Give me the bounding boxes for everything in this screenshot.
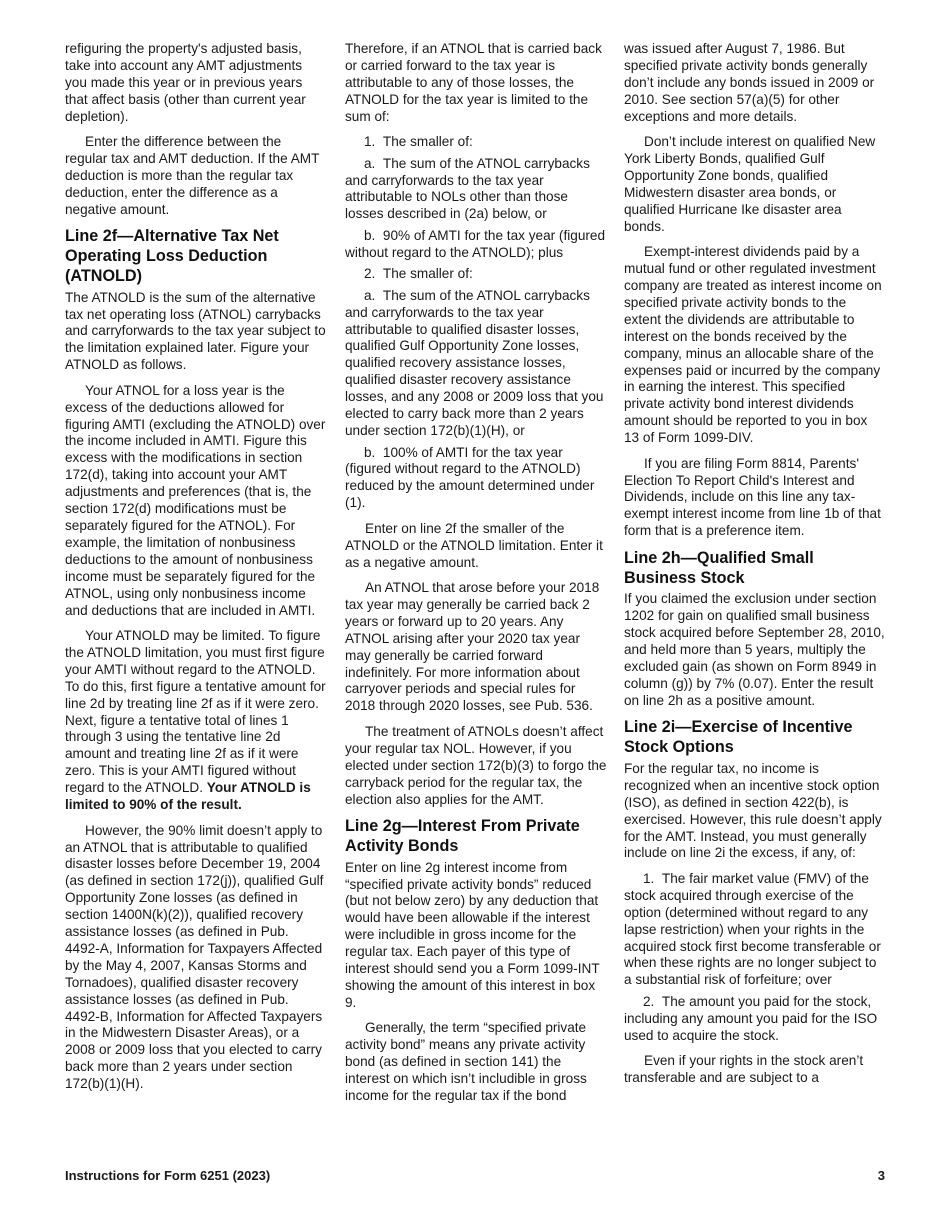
paragraph: Generally, the term “specified private activity bond” means any private activity bond (as defined in section 141) the interest on which isn’t includible in gross income for the regular tax if the bond xyxy=(345,1020,587,1103)
bold-emphasis: Your ATNOLD is limited to 90% of the result. xyxy=(65,780,311,813)
paragraph xyxy=(65,628,327,814)
column-3 xyxy=(624,41,886,1096)
paragraph: The ATNOLD is the sum of the alternative tax net operating loss (ATNOL) carrybacks and carryforwards to the tax year subject to the limitation explained later. Figure your ATNOLD as follows. xyxy=(65,289,326,373)
section-heading-line-2h: Line 2h—Qualified Small Business Stock xyxy=(624,548,814,587)
list-item: 1. The fair market value (FMV) of the stock acquired through exercise of the option (determined without regard to any lapse restriction) when your rights in the acquired stock first become transferable or when these rights are no longer subject to a substantial risk of forfeiture; over xyxy=(624,870,881,988)
paragraph: An ATNOL that arose before your 2018 tax year may generally be carried back 2 years or forward up to 20 years. Any ATNOL arising after your 2020 tax year may generally be carried forward indefinitely. For more information about carryover periods and special rules for 2018 through 2020 losses, see Pub. 536. xyxy=(345,580,600,714)
paragraph: If you are filing Form 8814, Parents' Election To Report Child's Interest and Dividends, include on this line any tax-exempt interest income from line 1b of that form that is a preference item. xyxy=(624,455,881,539)
paragraph: If you claimed the exclusion under section 1202 for gain on qualified small business stock acquired before September 28, 2010, and held more than 5 years, multiply the excluded gain (as shown on Form 8949 in column (g)) by 7% (0.07). Enter the result on line 2h as a positive amount. xyxy=(624,591,885,708)
list-item: a. The sum of the ATNOL carrybacks and carryforwards to the tax year attributable to NOLs other than those losses described in (2a) below, or xyxy=(345,155,590,222)
column-1 xyxy=(65,41,327,1102)
section-heading-line-2g: Line 2g—Interest From Private Activity Bonds xyxy=(345,817,580,855)
paragraph: Don’t include interest on qualified New York Liberty Bonds, qualified Gulf Opportunity Zone bonds, qualified Midwestern disaster area bonds, or qualified Hurricane Ike disaster area bonds. xyxy=(624,134,876,234)
section-heading-line-2i: Line 2i—Exercise of Incentive Stock Options xyxy=(624,718,853,757)
column-2 xyxy=(345,41,607,1113)
list-item: a. The sum of the ATNOL carrybacks and carryforwards to the tax year attributable to qualified disaster losses, qualified Gulf Opportunity Zone losses, qualified recovery assistance losses, qualified disaster recovery assistance losses, and any 2008 or 2009 loss that you elected to carry back more than 2 years under section 172(b)(1)(H), or xyxy=(345,287,604,438)
paragraph: However, the 90% limit doesn’t apply to an ATNOL that is attributable to qualified disaster losses before December 19, 2004 (as defined in section 172(j)), qualified Gulf Opportunity Zone losses (as defined in section 1400N(k)(2)), qualified recovery assistance losses (as defined in Pub. 4492-A, Information for Taxpayers Affected by the May 4, 2007, Kansas Storms and Tornadoes), qualified disaster recovery assistance losses (as defined in Pub. 4492-B, Information for Affected Taxpayers in the Midwestern Disaster Areas), or a 2008 or 2009 loss that you elected to carry back more than 2 years under section 172(b)(1)(H). xyxy=(65,822,324,1092)
paragraph: Therefore, if an ATNOL that is carried back or carried forward to the tax year is attributable to any of those losses, the ATNOLD for the tax year is limited to the sum of: xyxy=(345,41,602,124)
list-item: b. 100% of AMTI for the tax year (figured without regard to the ATNOLD) reduced by the amount determined under (1). xyxy=(345,444,595,511)
paragraph: The treatment of ATNOLs doesn’t affect your regular tax NOL. However, if you elected under section 172(b)(3) to forgo the carryback period for the regular tax, the election also applies for the AMT. xyxy=(345,723,607,807)
list-item: 2. The amount you paid for the stock, including any amount you paid for the ISO used to acquire the stock. xyxy=(624,993,878,1043)
footer-form-title: Instructions for Form 6251 (2023) xyxy=(65,1168,271,1183)
paragraph-text: Your ATNOLD may be limited. To figure the ATNOLD limitation, you must first figure your AMTI without regard to the ATNOLD. To do this, first figure a tentative amount for line 2d by treating line 2f as if it were zero. Next, figure a tentative total of lines 1 through 3 using the tentative line 2d amount and treating line 2f as if it were zero. This is your AMTI figured without regard to the ATNOLD. xyxy=(65,628,326,796)
list-item: 2. The smaller of: xyxy=(364,266,473,282)
paragraph: For the regular tax, no income is recognized when an incentive stock option (ISO), as defined in section 422(b), is exercised. However, this rule doesn’t apply for the AMT. Instead, you must generally include on line 2i the excess, if any, of: xyxy=(624,760,882,861)
page-number: 3 xyxy=(877,1168,885,1183)
paragraph: refiguring the property's adjusted basis, take into account any AMT adjustments you made this year or in previous years that affect basis (other than current year depletion). xyxy=(65,41,306,124)
paragraph: Enter on line 2g interest income from “specified private activity bonds” reduced (but not below zero) by any deduction that would have been allowable if the interest were includible in gross income for the regular tax. Each payer of this type of interest should send you a Form 1099-INT showing the amount of this interest in box 9. xyxy=(345,859,600,1010)
list-item: b. 90% of AMTI for the tax year (figured without regard to the ATNOLD); plus xyxy=(345,227,606,260)
paragraph: Your ATNOL for a loss year is the excess of the deductions allowed for figuring AMTI (excluding the ATNOLD) over the income included in AMTI. Figure this excess with the modifications in section 172(d), taking into account your AMT adjustments and preferences (that is, the section 172(d) modifications must be separately figured for the ATNOL). For example, the limitation of nonbusiness deductions to the amount of nonbusiness income must be separately figured for the ATNOL, using only nonbusiness income and deductions that are included in AMTI. xyxy=(65,382,326,618)
paragraph: Exempt-interest dividends paid by a mutual fund or other regulated investment company are treated as interest income on specified private activity bonds to the extent the dividends are attributable to interest on the bonds received by the company, minus an allocable share of the expenses paid or incurred by the company in earning the interest. This specified private activity bond interest dividends amount should be reported to you in box 13 of Form 1099-DIV. xyxy=(624,244,882,446)
paragraph: Even if your rights in the stock aren’t transferable and are subject to a xyxy=(624,1053,864,1086)
list-item: 1. The smaller of: xyxy=(364,134,473,150)
section-heading-line-2f: Line 2f—Alternative Tax Net Operating Loss Deduction (ATNOLD) xyxy=(65,227,279,285)
paragraph: Enter on line 2f the smaller of the ATNOLD or the ATNOLD limitation. Enter it as a negative amount. xyxy=(345,520,603,570)
paragraph: Enter the difference between the regular tax and AMT deduction. If the AMT deduction is more than the regular tax deduction, enter the difference as a negative amount. xyxy=(65,134,320,217)
paragraph: was issued after August 7, 1986. But specified private activity bonds generally don’t include any bonds issued in 2009 or 2010. See section 57(a)(5) for other exceptions and more details. xyxy=(624,41,875,124)
